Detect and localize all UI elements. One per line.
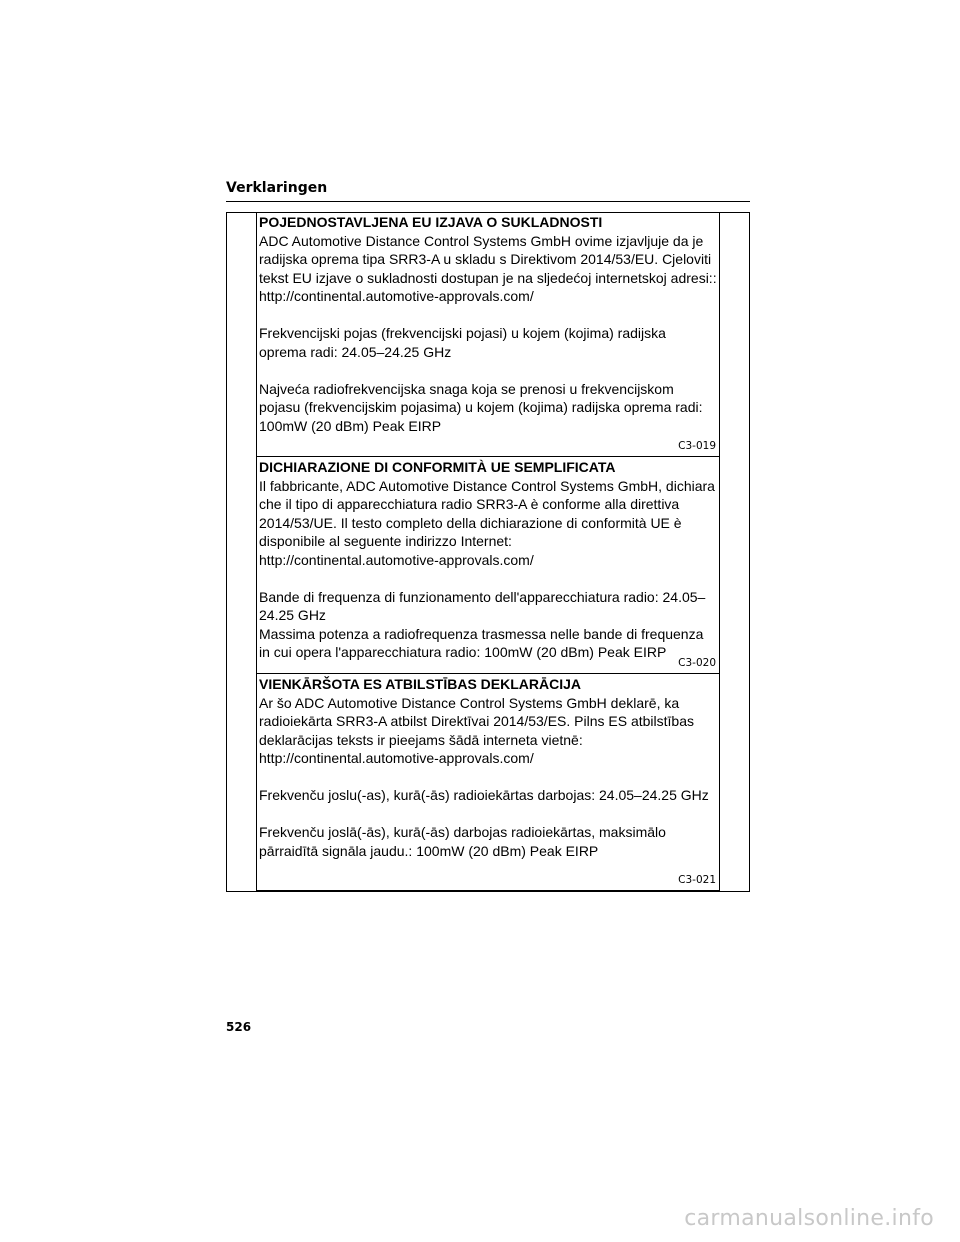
declaration-url: http://continental.automotive-approvals.com/ [259,288,534,304]
declaration-heading: DICHIARAZIONE DI CONFORMITÀ UE SEMPLIFICATA [259,459,616,475]
declaration-url: http://continental.automotive-approvals.com/ [259,551,534,568]
declaration-croatian [257,212,719,457]
frequency-band-text: Frekvencijski pojas (frekvencijski pojasi) u kojem (kojima) radijska oprema radi: 24.05–24.25 GHz [259,325,666,360]
section-code: C3-019 [678,440,716,452]
declaration-text: ADC Automotive Distance Control Systems GmbH ovime izjavljuje da je radijska oprema tipa SRR3-A u skladu s Direktivom 2014/53/EU. Cjeloviti tekst EU izjave o sukladnosti dostupan je na sljedećoj internetskoj adresi:: [259,232,717,286]
declaration-heading: VIENKĀRŠOTA ES ATBILSTĪBAS DEKLARĀCIJA [259,676,582,692]
frequency-band-text: Bande di frequenza di funzionamento dell'apparecchiatura radio: 24.05–24.25 GHz [259,588,706,623]
max-power-text: Massima potenza a radiofrequenza trasmessa nelle bande di frequenza in cui opera l'apparecchiatura radio: 100mW (20 dBm) Peak EIRP [259,625,704,660]
page-title: Verklaringen [226,180,328,196]
page-number: 526 [226,1020,252,1034]
declaration-text: Ar šo ADC Automotive Distance Control Systems GmbH deklarē, ka radioiekārta SRR3-A atbilst Direktīvai 2014/53/ES. Pilns ES atbilstības deklarācijas teksts ir pieejams šādā interneta vietnē: [259,694,694,748]
section-code: C3-021 [678,874,716,886]
watermark: carmanualsonline.info [684,1206,934,1231]
max-power-text: Najveća radiofrekvencijska snaga koja se prenosi u frekvencijskom pojasu (frekvencijskim pojasima) u kojem (kojima) radijska oprema radi: 100mW (20 dBm) Peak EIRP [259,380,703,434]
section-code: C3-020 [678,657,716,669]
declaration-italian [257,457,719,674]
declaration-latvian [257,674,719,890]
page-header [226,179,750,202]
declarations-table [256,212,720,892]
frequency-band-text: Frekvenču joslu(-as), kurā(-ās) radioiekārtas darbojas: 24.05–24.25 GHz [259,787,709,803]
declaration-url: http://continental.automotive-approvals.com/ [259,750,534,766]
declaration-text: Il fabbricante, ADC Automotive Distance Control Systems GmbH, dichiara che il tipo di apparecchiatura radio SRR3-A è conforme alla direttiva 2014/53/UE. Il testo completo della dichiarazione di conformità UE è disponibile al seguente indirizzo Internet: [259,477,715,549]
max-power-text: Frekvenču joslā(-ās), kurā(-ās) darbojas radioiekārtas, maksimālo pārraidītā signāla jaudu.: 100mW (20 dBm) Peak EIRP [259,824,666,859]
declaration-heading: POJEDNOSTAVLJENA EU IZJAVA O SUKLADNOSTI [259,214,603,230]
